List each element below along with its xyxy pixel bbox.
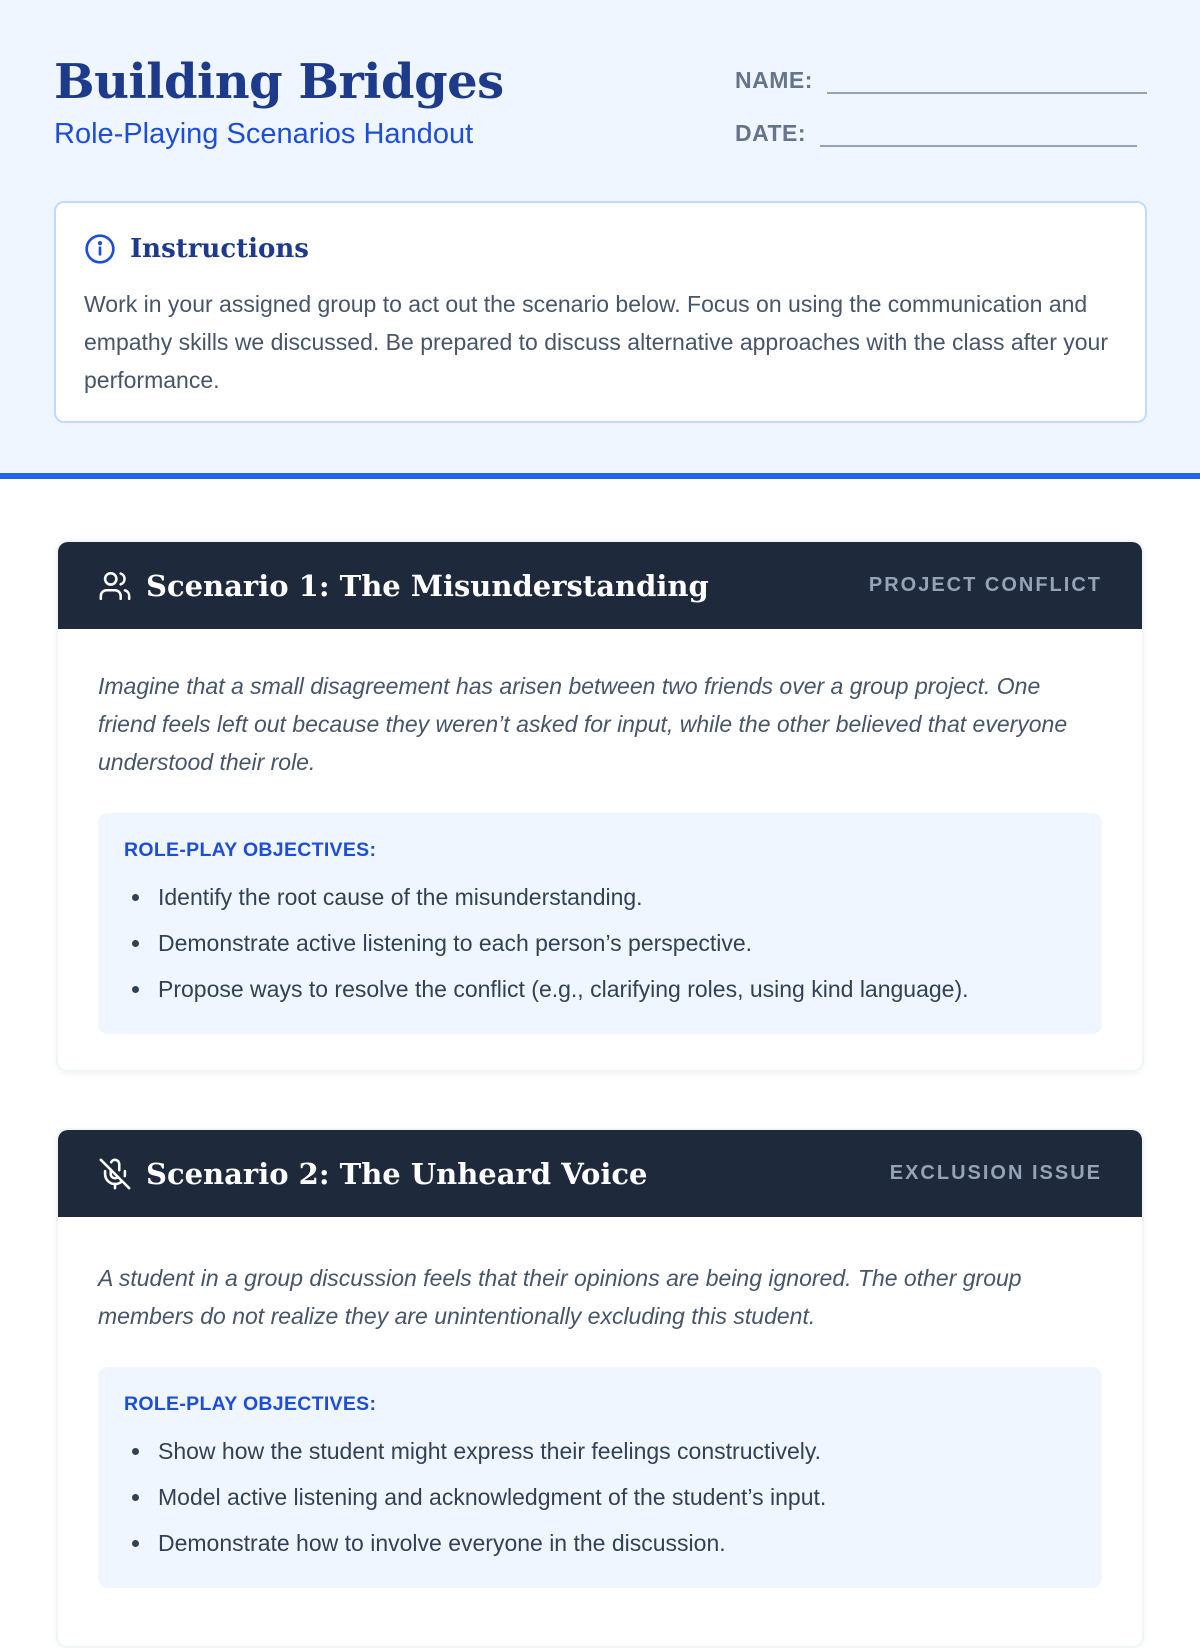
page-subtitle: Role-Playing Scenarios Handout bbox=[54, 118, 474, 150]
date-field[interactable] bbox=[735, 119, 1137, 147]
objectives-list bbox=[124, 874, 1076, 1012]
date-label: DATE: bbox=[735, 120, 807, 146]
instructions-heading bbox=[84, 233, 1117, 265]
name-field[interactable] bbox=[735, 66, 1147, 94]
instructions-text: Work in your assigned group to act out the scenario below. Focus on using the communication and empathy skills we discussed. Be prepared to discuss alternative approaches with the class after your performance. bbox=[84, 291, 1109, 393]
objectives-box bbox=[98, 1367, 1102, 1588]
instructions-title: Instructions bbox=[130, 234, 309, 264]
instructions-box bbox=[54, 201, 1147, 423]
objectives-heading: ROLE-PLAY OBJECTIVES: bbox=[124, 839, 377, 861]
scenario-card-1 bbox=[56, 540, 1144, 1072]
scenario-header bbox=[58, 1130, 1142, 1217]
objective-item: Demonstrate active listening to each person’s perspective. bbox=[124, 920, 1076, 966]
users-icon bbox=[98, 569, 132, 603]
handout-header bbox=[0, 0, 1200, 479]
scenario-description: Imagine that a small disagreement has arisen between two friends over a group project. One friend feels left out because they weren’t asked for input, while the other believed that everyone understood their role. bbox=[98, 673, 1068, 775]
scenario-tag: EXCLUSION ISSUE bbox=[889, 1162, 1102, 1184]
objectives-heading: ROLE-PLAY OBJECTIVES: bbox=[124, 1393, 377, 1415]
scenario-tag: PROJECT CONFLICT bbox=[868, 574, 1102, 596]
scenario-title: Scenario 1: The Misunderstanding bbox=[146, 568, 709, 603]
objective-item: Demonstrate how to involve everyone in the discussion. bbox=[124, 1520, 1076, 1566]
scenario-description: A student in a group discussion feels that their opinions are being ignored. The other group members do not realize they are unintentionally excluding this student. bbox=[98, 1265, 1022, 1329]
objectives-box bbox=[98, 813, 1102, 1034]
name-line[interactable] bbox=[827, 66, 1147, 94]
objective-item: Propose ways to resolve the conflict (e.g., clarifying roles, using kind language). bbox=[124, 966, 1076, 1012]
date-line[interactable] bbox=[820, 119, 1137, 147]
objective-item: Model active listening and acknowledgment of the student’s input. bbox=[124, 1474, 1076, 1520]
objective-item: Identify the root cause of the misunderstanding. bbox=[124, 874, 1076, 920]
mic-off-icon bbox=[98, 1157, 132, 1191]
info-icon bbox=[84, 233, 116, 265]
scenario-card-2 bbox=[56, 1128, 1144, 1648]
objective-item: Show how the student might express their feelings constructively. bbox=[124, 1428, 1076, 1474]
scenario-title: Scenario 2: The Unheard Voice bbox=[146, 1156, 648, 1191]
name-label: NAME: bbox=[735, 67, 813, 93]
objectives-list bbox=[124, 1428, 1076, 1566]
scenario-header bbox=[58, 542, 1142, 629]
page-title: Building Bridges bbox=[54, 54, 504, 110]
